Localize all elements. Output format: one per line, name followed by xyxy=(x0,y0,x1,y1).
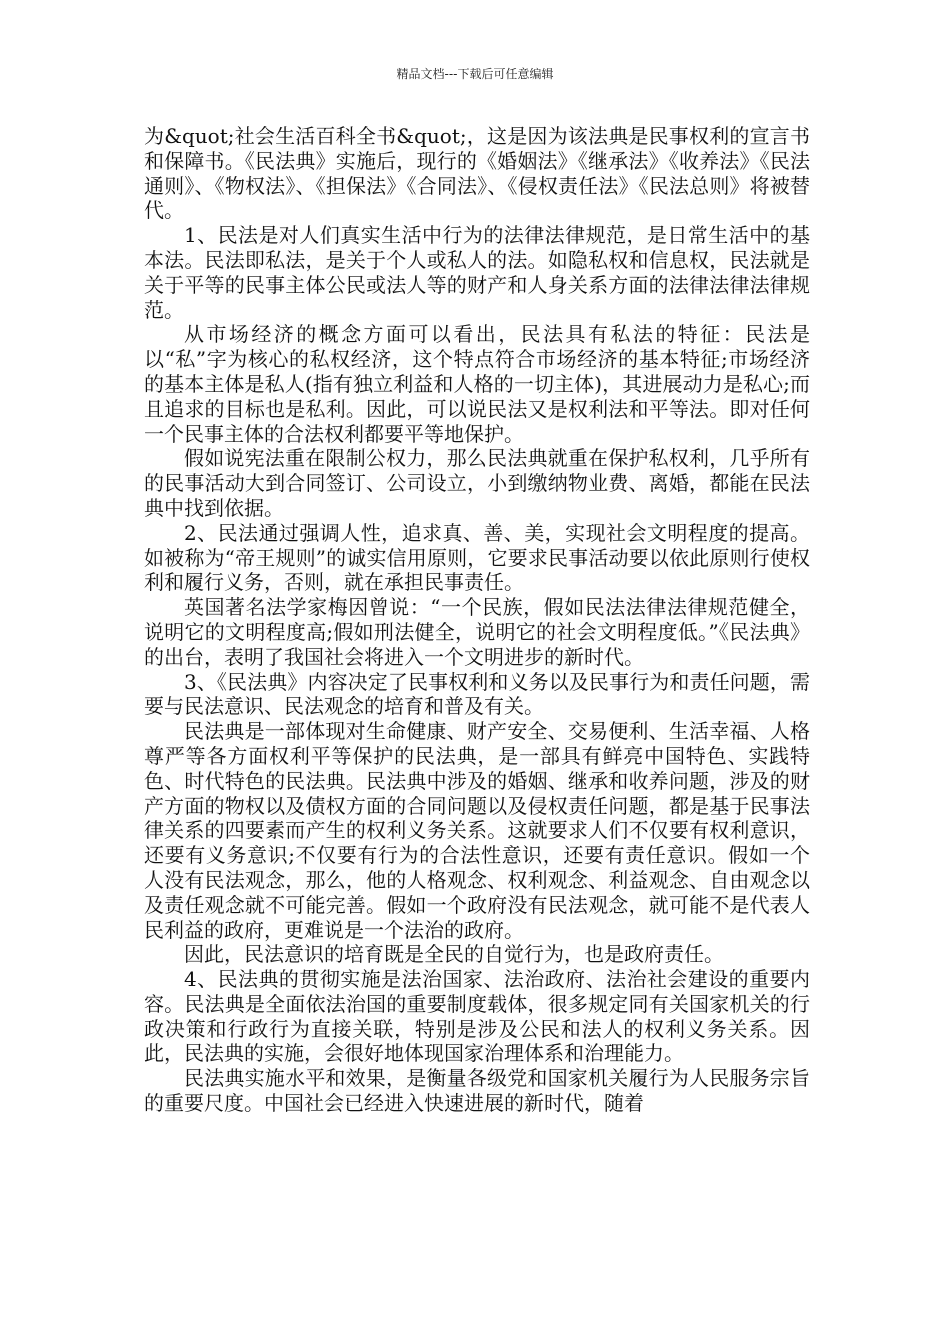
paragraph: 因此，民法意识的培育既是全民的自觉行为，也是政府责任。 xyxy=(184,942,724,967)
paragraph: 假如说宪法重在限制公权力，那么民法典就重在保护私权利，几乎所有的民事活动大到合同签订、公司设立，小到缴纳物业费、离婚，都能在民法典中找到依据。 xyxy=(144,446,810,520)
paragraph: 为&quot;社会生活百科全书&quot;，这是因为该法典是民事权利的宣言书和保障书。《民法典》实施后，现行的《婚姻法》《继承法》《收养法》《民法通则》、《物权法》、《担保法》《合同法》、《侵权责任法》《民法总则》将被替代。 xyxy=(144,124,810,223)
paragraph: 4、民法典的贯彻实施是法治国家、法治政府、法治社会建设的重要内容。民法典是全面依法治国的重要制度载体，很多规定同有关国家机关的行政决策和行政行为直接关联，特别是涉及公民和法人的权利义务关系。因此，民法典的实施，会很好地体现国家治理体系和治理能力。 xyxy=(144,967,810,1066)
paragraph: 民法典实施水平和效果，是衡量各级党和国家机关履行为人民服务宗旨的重要尺度。中国社会已经进入快速进展的新时代，随着 xyxy=(144,1066,810,1116)
paragraph: 3、《民法典》内容决定了民事权利和义务以及民事行为和责任问题，需要与民法意识、民法观念的培育和普及有关。 xyxy=(144,669,810,719)
paragraph: 从市场经济的概念方面可以看出，民法具有私法的特征：民法是以“私”字为核心的私权经济，这个特点符合市场经济的基本特征;市场经济的基本主体是私人(指有独立利益和人格的一切主体)，其进展动力是私心;而且追求的目标也是私利。因此，可以说民法又是权利法和平等法。即对任何一个民事主体的合法权利都要平等地保护。 xyxy=(144,322,810,446)
page-header: 精品文档---下载后可任意编辑 xyxy=(396,67,554,81)
paragraph: 1、民法是对人们真实生活中行为的法律法律规范，是日常生活中的基本法。民法即私法，是关于个人或私人的法。如隐私权和信息权，民法就是关于平等的民事主体公民或法人等的财产和人身关系方面的法律法律法律规范。 xyxy=(144,223,810,322)
paragraph: 英国著名法学家梅因曾说：“一个民族，假如民法法律法律规范健全，说明它的文明程度高;假如刑法健全，说明它的社会文明程度低。”《民法典》的出台，表明了我国社会将进入一个文明进步的新时代。 xyxy=(144,595,810,669)
paragraph: 2、民法通过强调人性，追求真、善、美，实现社会文明程度的提高。如被称为“帝王规则”的诚实信用原则，它要求民事活动要以依此原则行使权利和履行义务，否则，就在承担民事责任。 xyxy=(144,520,810,595)
paragraph: 民法典是一部体现对生命健康、财产安全、交易便利、生活幸福、人格尊严等各方面权利平等保护的民法典，是一部具有鲜亮中国特色、实践特色、时代特色的民法典。民法典中涉及的婚姻、继承和收养问题，涉及的财产方面的物权以及债权方面的合同问题以及侵权责任问题，都是基于民事法律关系的四要素而产生的权利义务关系。这就要求人们不仅要有权利意识，还要有义务意识;不仅要有行为的合法性意识，还要有责任意识。假如一个人没有民法观念，那么，他的人格观念、权利观念、利益观念、自由观念以及责任观念就不可能完善。假如一个政府没有民法观念，就可能不是代表人民利益的政府，更难说是一个法治的政府。 xyxy=(144,719,810,942)
document-body xyxy=(144,124,810,1116)
